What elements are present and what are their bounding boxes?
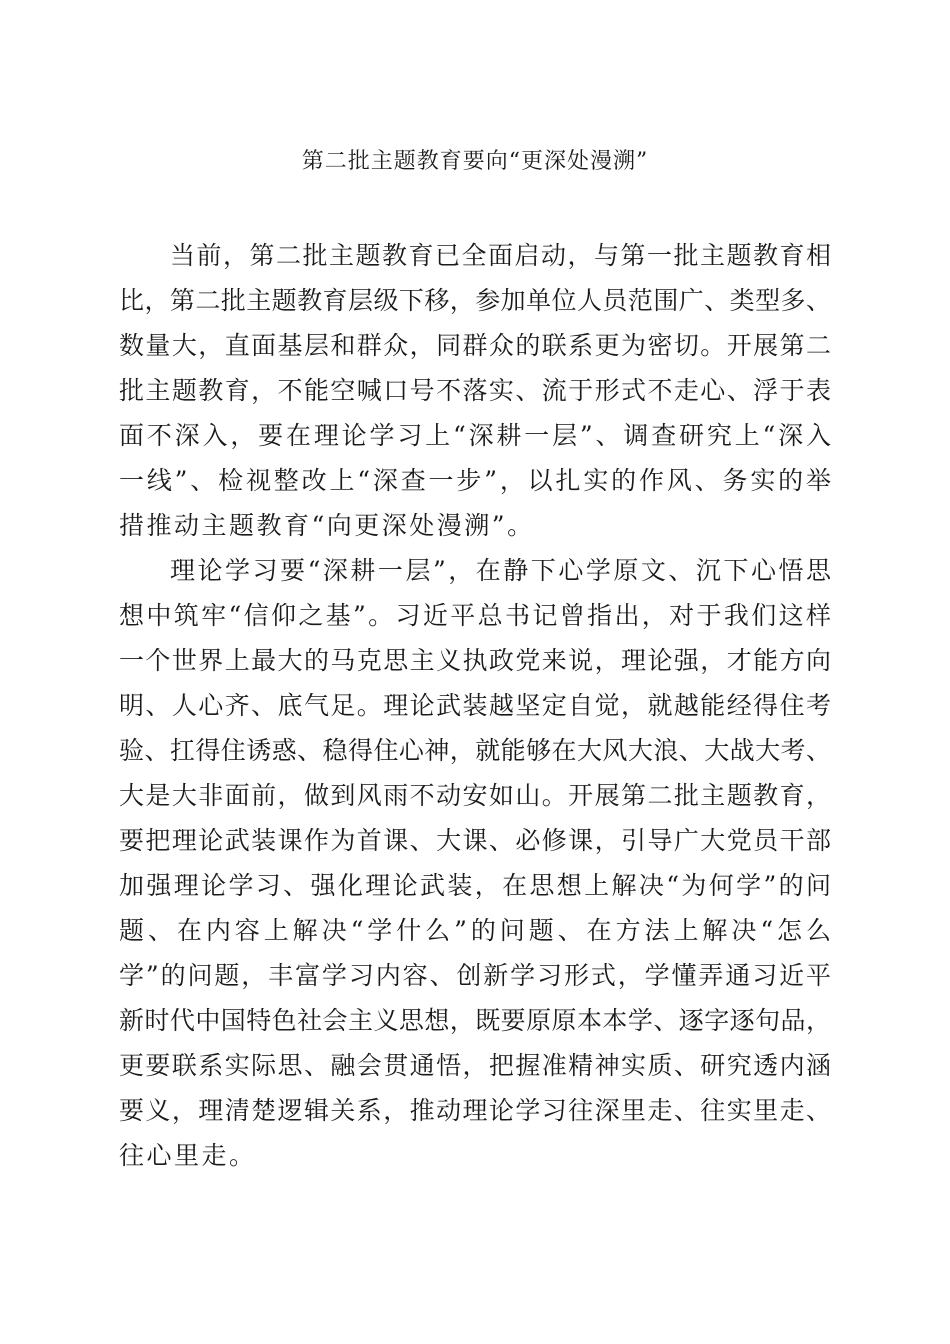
paragraph-2-line: 新时代中国特色社会主义思想，既要原原本本学、逐字逐句品， <box>119 1006 831 1035</box>
paragraph-1-line: 当前，第二批主题教育已全面启动，与第一批主题教育相 <box>170 241 831 270</box>
paragraph-1-line: 比，第二批主题教育层级下移，参加单位人员范围广、类型多、 <box>119 286 831 315</box>
paragraph-2-line: 一个世界上最大的马克思主义执政党来说，理论强，才能方向 <box>119 646 831 675</box>
paragraph-1-line: 数量大，直面基层和群众，同群众的联系更为密切。开展第二 <box>119 331 831 360</box>
paragraph-2-line: 加强理论学习、强化理论武装，在思想上解决“为何学”的问 <box>119 871 831 900</box>
paragraph-2-line: 大是大非面前，做到风雨不动安如山。开展第二批主题教育， <box>119 781 831 810</box>
paragraph-2-line: 理论学习要“深耕一层”，在静下心学原文、沉下心悟思 <box>170 556 831 585</box>
paragraph-2-line: 学”的问题，丰富学习内容、创新学习形式，学懂弄通习近平 <box>119 961 831 990</box>
paragraph-1-line: 面不深入，要在理论学习上“深耕一层”、调查研究上“深入 <box>119 421 831 450</box>
paragraph-2-line: 更要联系实际思、融会贯通悟，把握准精神实质、研究透内涵 <box>119 1051 831 1080</box>
document-title: 第二批主题教育要向“更深处漫溯” <box>301 149 649 174</box>
paragraph-1-line: 一线”、检视整改上“深查一步”，以扎实的作风、务实的举 <box>119 466 831 495</box>
paragraph-1-line: 措推动主题教育“向更深处漫溯”。 <box>119 511 535 540</box>
paragraph-2-line: 要义，理清楚逻辑关系，推动理论学习往深里走、往实里走、 <box>119 1096 831 1125</box>
paragraph-2-line: 要把理论武装课作为首课、大课、必修课，引导广大党员干部 <box>119 826 831 855</box>
paragraph-2-line: 验、扛得住诱惑、稳得住心神，就能够在大风大浪、大战大考、 <box>119 736 831 765</box>
paragraph-2-line: 往心里走。 <box>119 1141 257 1170</box>
paragraph-2-line: 题、在内容上解决“学什么”的问题、在方法上解决“怎么 <box>119 916 831 945</box>
paragraph-2-line: 想中筑牢“信仰之基”。习近平总书记曾指出，对于我们这样 <box>119 601 831 630</box>
paragraph-2-line: 明、人心齐、底气足。理论武装越坚定自觉，就越能经得住考 <box>119 691 831 720</box>
paragraph-1-line: 批主题教育，不能空喊口号不落实、流于形式不走心、浮于表 <box>119 376 831 405</box>
